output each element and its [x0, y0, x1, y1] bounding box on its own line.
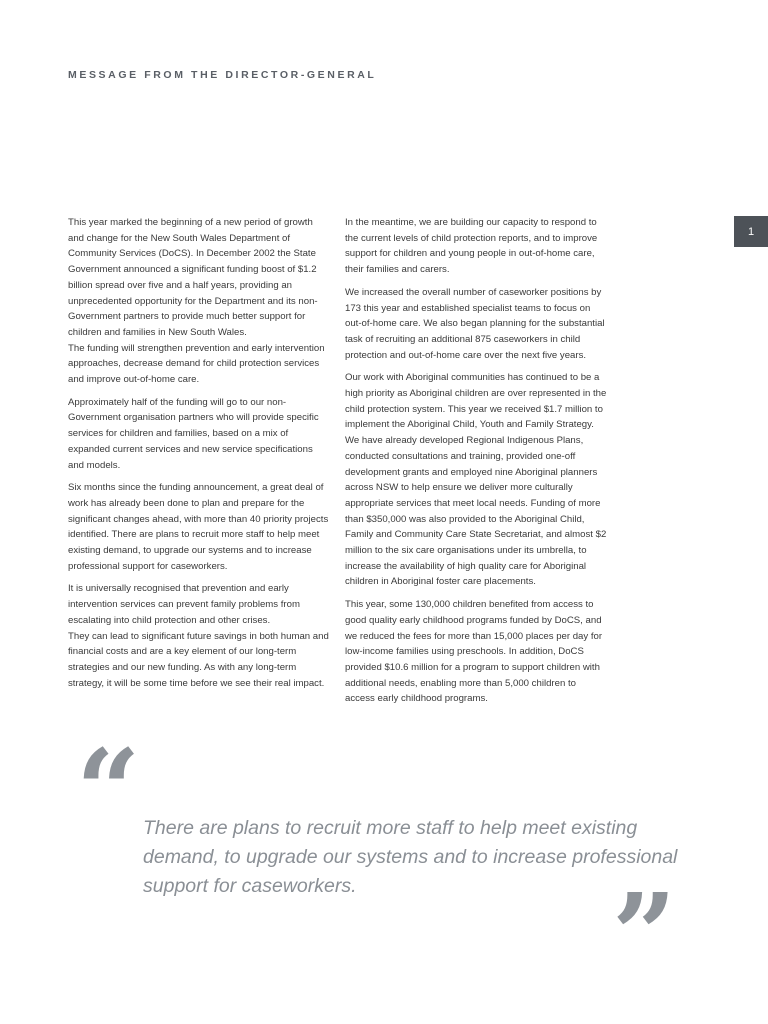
paragraph: The funding will strengthen prevention and early intervention approaches, decrease demand for child protection services and improve out-of-home care. [68, 342, 325, 386]
paragraph: We increased the overall number of caseworker positions by 173 this year and established specialist teams to focus on out-of-home care. We also began planning for the substantial task of recruiting an additional 875 caseworkers in child protection and out-of-home care over the next five years. [345, 286, 605, 361]
page-number-tab: 1 [734, 216, 768, 247]
paragraph: Our work with Aboriginal communities has continued to be a high priority as Aboriginal children are over represented in the child protection system. This year we received $1.7 million to implement the Aboriginal Child, Youth and Family Strategy. We have already developed Regional Indigenous Plans, conducted consultations and training, provided one-off development grants and employed nine Aboriginal planners across NSW to help ensure we deliver more culturally appropriate services that meet local needs. Funding of more than $350,000 was also provided to the Aboriginal Child, Family and Community Care State Secretariat, and almost $2 million to the six care organisations under its umbrella, to increase the availability of high quality care for Aboriginal children in Aboriginal foster care placements. [345, 372, 607, 588]
open-quote-mark: “ [76, 726, 141, 857]
paragraph: Six months since the funding announcement, a great deal of work has already been done to plan and prepare for the significant changes ahead, with more than 40 priority projects identified. There are plans to recruit more staff to help meet existing demand, to upgrade our systems and to increase professional support for caseworkers. [68, 482, 329, 572]
page-title: MESSAGE FROM THE DIRECTOR-GENERAL [68, 69, 377, 81]
pull-quote: There are plans to recruit more staff to help meet existing demand, to upgrade our systems and to increase professional support for caseworkers. [143, 817, 678, 897]
paragraph: It is universally recognised that prevention and early intervention services can prevent family problems from escalating into child protection and other crises. [68, 583, 300, 626]
paragraph: This year marked the beginning of a new period of growth and change for the New South Wales Department of Community Services (DoCS). In December 2002 the State Government announced a significant funding boost of $1.2 billion spread over five and a half years, providing an unprecedented opportunity for the Department and its non-Government partners to provide much better support for children and families in New South Wales. [68, 217, 318, 338]
close-quote-mark: ” [612, 870, 677, 1001]
paragraph: Approximately half of the funding will go to our non-Government organisation partners who will provide specific services for children and families, based on a mix of expanded current services and new service specifications and models. [68, 396, 319, 471]
paragraph: In the meantime, we are building our capacity to respond to the current levels of child protection reports, and to improve support for children and young people in out-of-home care, their families and carers. [345, 217, 598, 276]
paragraph: This year, some 130,000 children benefited from access to good quality early childhood programs funded by DoCS, and we reduced the fees for more than 15,000 places per day for low-income families using preschools. In addition, DoCS provided $10.6 million for a program to support children with additional needs, enabling more than 5,000 children to access early childhood programs. [345, 599, 603, 705]
left-column [68, 215, 330, 698]
right-column [345, 215, 607, 714]
paragraph: They can lead to significant future savings in both human and financial costs and are a key element of our long-term strategies and our new funding. As with any long-term strategy, it will be some time before we see their real impact. [68, 630, 329, 689]
